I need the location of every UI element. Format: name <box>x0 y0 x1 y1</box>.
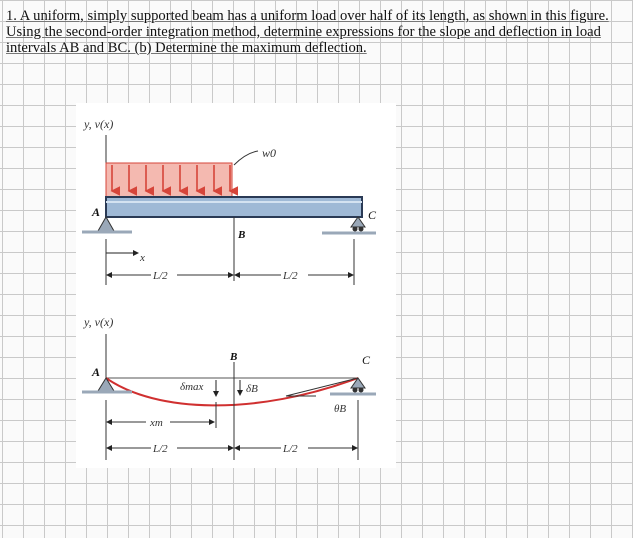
roller-wheel-left <box>353 388 358 393</box>
point-b-label: B <box>238 229 246 241</box>
pin-support-a <box>98 217 114 231</box>
y-axis-label: y, v(x) <box>84 315 114 329</box>
roller-wheel-right <box>359 227 364 232</box>
distributed-load-block <box>106 163 232 197</box>
point-c-label: C <box>362 353 371 367</box>
y-axis-label: y, v(x) <box>84 117 114 131</box>
load-leader-line <box>234 151 258 165</box>
problem-statement <box>6 8 628 56</box>
point-c-label: C <box>368 208 377 222</box>
beam <box>106 197 362 217</box>
x-axis-label: x <box>140 252 145 264</box>
roller-support-c <box>351 217 365 227</box>
roller-wheel-left <box>353 227 358 232</box>
dim-right-label: L/2 <box>283 270 298 282</box>
dim-left-label: L/2 <box>153 270 168 282</box>
delta-max-label: δmax <box>180 381 204 393</box>
point-b-label: B <box>230 351 238 363</box>
problem-text: 1. A uniform, simply supported beam has a uniform load over half of its length, as shown in this figure. Using the second-order integration method, determine expressions for the slope and deflection in load intervals AB and BC. (b) Determine the maximum deflection. <box>6 8 609 56</box>
deflected-beam-svg <box>76 298 396 468</box>
loaded-beam-svg <box>76 103 396 298</box>
pin-support-a <box>98 378 114 391</box>
elastic-curve <box>106 378 358 405</box>
dim-left-label: L/2 <box>153 443 168 455</box>
deflected-beam-figure <box>76 298 396 468</box>
delta-b-label: δB <box>246 383 258 395</box>
point-a-label: A <box>92 365 101 379</box>
point-a-label: A <box>92 205 101 219</box>
xm-label: xm <box>150 417 163 429</box>
load-label: w0 <box>262 146 277 160</box>
loaded-beam-figure <box>76 103 396 298</box>
dim-right-label: L/2 <box>283 443 298 455</box>
theta-b-label: θB <box>334 403 347 415</box>
roller-wheel-right <box>359 388 364 393</box>
